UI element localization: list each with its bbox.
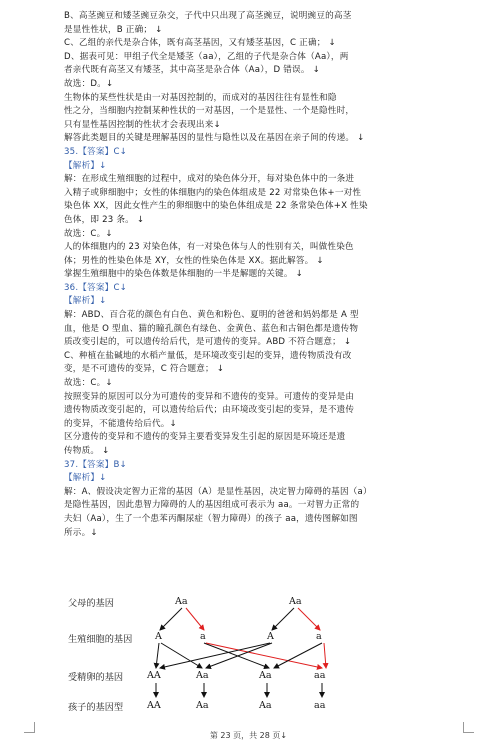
analysis-line: 解答此类题目的关键是理解基因的显性与隐性以及在基因在亲子间的传递。 ↓ — [64, 133, 365, 144]
q36-line: 解：ABD、百合花的颜色有白色、黄色和粉色、夏明的爸爸和妈妈都是 A 型 — [64, 310, 359, 321]
child-genotype-4: aa — [314, 700, 326, 711]
q36-line: 血，他是 O 型血、猫的瞳孔颜色有绿色、金黄色、蓝色和古铜色都是遗传物 — [64, 323, 359, 334]
q35-line: 入精子或卵细胞中；女性的体细胞内的染色体组成是 22 对常染色体+一对性 — [64, 187, 362, 198]
analysis-line: D、据表可见：甲组子代全是矮茎（aa），乙组的子代是杂合体（Aa），两 — [64, 51, 349, 62]
analysis-line: 生物体的某些性状是由一对基因控制的，而成对的基因往往有显性和隐 — [64, 92, 337, 103]
q37-analysis — [64, 486, 436, 540]
q36-line: 的变异，不能遗传给后代。↓ — [64, 418, 177, 429]
analysis-line: C、乙组的亲代是杂合体，既有高茎基因，又有矮茎基因，C 正确； ↓ — [64, 38, 336, 49]
parent-genotype-2: Aa — [289, 596, 302, 607]
child-genotype-3: Aa — [259, 700, 272, 711]
line-a2-to-Aa-2 — [274, 643, 322, 668]
q35-line: 解：在形成生殖细胞的过程中，成对的染色体分开，每对染色体中的一条进 — [64, 174, 355, 185]
q35-line: 体；男性的性染色体是 XY，女性的性染色体是 XX。据此解答。 ↓ — [64, 255, 324, 266]
row-label-zygotes: 受精卵的基因 — [68, 672, 124, 683]
parent-genotype-1: Aa — [175, 596, 188, 607]
zygote-4: aa — [314, 670, 326, 681]
inheritance-diagram — [64, 593, 436, 725]
q35-analysis — [64, 173, 436, 282]
q36-line: 遗传物质改变引起的，可以遗传给后代；由环境改变引起的变异，是不遗传 — [64, 405, 355, 416]
row-label-gametes: 生殖细胞的基因 — [68, 634, 133, 645]
q36-line: 质改变引起的，可以遗传给后代，是可遗传的变异。ABD 不符合题意； ↓ — [64, 337, 352, 348]
q37-analysis-heading: 【解析】↓ — [64, 473, 107, 484]
line-A-to-AA — [156, 643, 159, 668]
analysis-line: 故选：D。↓ — [64, 78, 114, 89]
q36-line: 故选：C。↓ — [64, 378, 113, 389]
row-label-parents: 父母的基因 — [68, 598, 114, 609]
line-parent1-to-A — [160, 608, 182, 630]
q37-line: 解：A、假设决定智力正常的基因（A）是显性基因，决定智力障碍的基因（a） — [64, 486, 372, 497]
q36-line: 变，是不可遗传的变异，C 符合题意； ↓ — [64, 364, 225, 375]
q35-line: 人的体细胞内的 23 对染色体，有一对染色体与人的性别有关，叫做性染色 — [64, 242, 354, 253]
line-parent1-to-a — [186, 608, 204, 630]
q36-line: 按照变异的原因可以分为可遗传的变异和不遗传的变异。可遗传的变异是由 — [64, 391, 355, 402]
q35-analysis-heading: 【解析】↓ — [64, 160, 107, 171]
q35-line: 故选：C。↓ — [64, 228, 113, 239]
q37-line: 是隐性基因，因此患智力障碍的人的基因组成可表示为 aa。一对智力正常的 — [64, 500, 360, 511]
q35-line: 掌握生殖细胞中的染色体数是体细胞的一半是解题的关键。 ↓ — [64, 269, 303, 280]
line-A-to-Aa-1 — [161, 643, 202, 668]
q36-analysis — [64, 309, 436, 459]
zygote-1: AA — [147, 670, 161, 681]
q37-line: 所示。↓ — [64, 527, 98, 538]
q35-answer: 35.【答案】C↓ — [64, 146, 128, 157]
q35-line: 色体，即 23 条。 ↓ — [64, 214, 145, 225]
line-a-to-aa — [206, 643, 322, 668]
analysis-line: 性之分，当细胞内控制某种性状的一对基因，一个是显性、一个是隐性时， — [64, 106, 355, 117]
gamete-1: A — [155, 631, 162, 642]
line-parent2-to-A — [272, 608, 294, 630]
zygote-2: Aa — [196, 670, 209, 681]
gamete-2: a — [200, 631, 206, 642]
q36-line: C、种植在盐碱地的水稻产量低，是环境改变引起的变异，遗传物质没有改 — [64, 350, 352, 361]
child-genotype-1: AA — [147, 700, 161, 711]
q36-analysis-heading: 【解析】↓ — [64, 296, 107, 307]
analysis-line: 者亲代既有高茎又有矮茎，其中高茎是杂合体（Aa），D 错误。 ↓ — [64, 65, 320, 76]
analysis-line: 只有显性基因控制的性状才会表现出来↓ — [64, 119, 221, 130]
document-body — [64, 10, 436, 540]
row-label-children: 孩子的基因型 — [68, 702, 124, 713]
analysis-line: 是显性性状，B 正确； ↓ — [64, 24, 163, 35]
line-parent2-to-a — [298, 608, 320, 630]
child-genotype-2: Aa — [196, 700, 209, 711]
page-footer: 第 23 页，共 28 页↓ — [209, 731, 288, 740]
q37-answer: 37.【答案】B↓ — [64, 459, 127, 470]
zygote-3: Aa — [259, 670, 272, 681]
analysis-line: B、高茎豌豆和矮茎豌豆杂交，子代中只出现了高茎豌豆，说明豌豆的高茎 — [64, 11, 352, 21]
analysis-continuation — [64, 10, 436, 146]
gamete-3: A — [267, 631, 274, 642]
q36-answer: 36.【答案】C↓ — [64, 282, 128, 293]
gamete-4: a — [316, 631, 322, 642]
q37-line: 夫妇（Aa），生了一个患苯丙酮尿症（智力障碍）的孩子 aa，遗传图解如图 — [64, 513, 358, 524]
q36-line: 传物质。 ↓ — [64, 446, 110, 456]
q35-line: 染色体 XX，因此女性产生的卵细胞中的染色体组成是 22 条常染色体+X 性染 — [64, 201, 368, 212]
q36-line: 区分遗传的变异和不遗传的变异主要看变异发生引起的原因是环境还是遗 — [64, 432, 346, 443]
line-a2-to-aa — [324, 643, 326, 668]
